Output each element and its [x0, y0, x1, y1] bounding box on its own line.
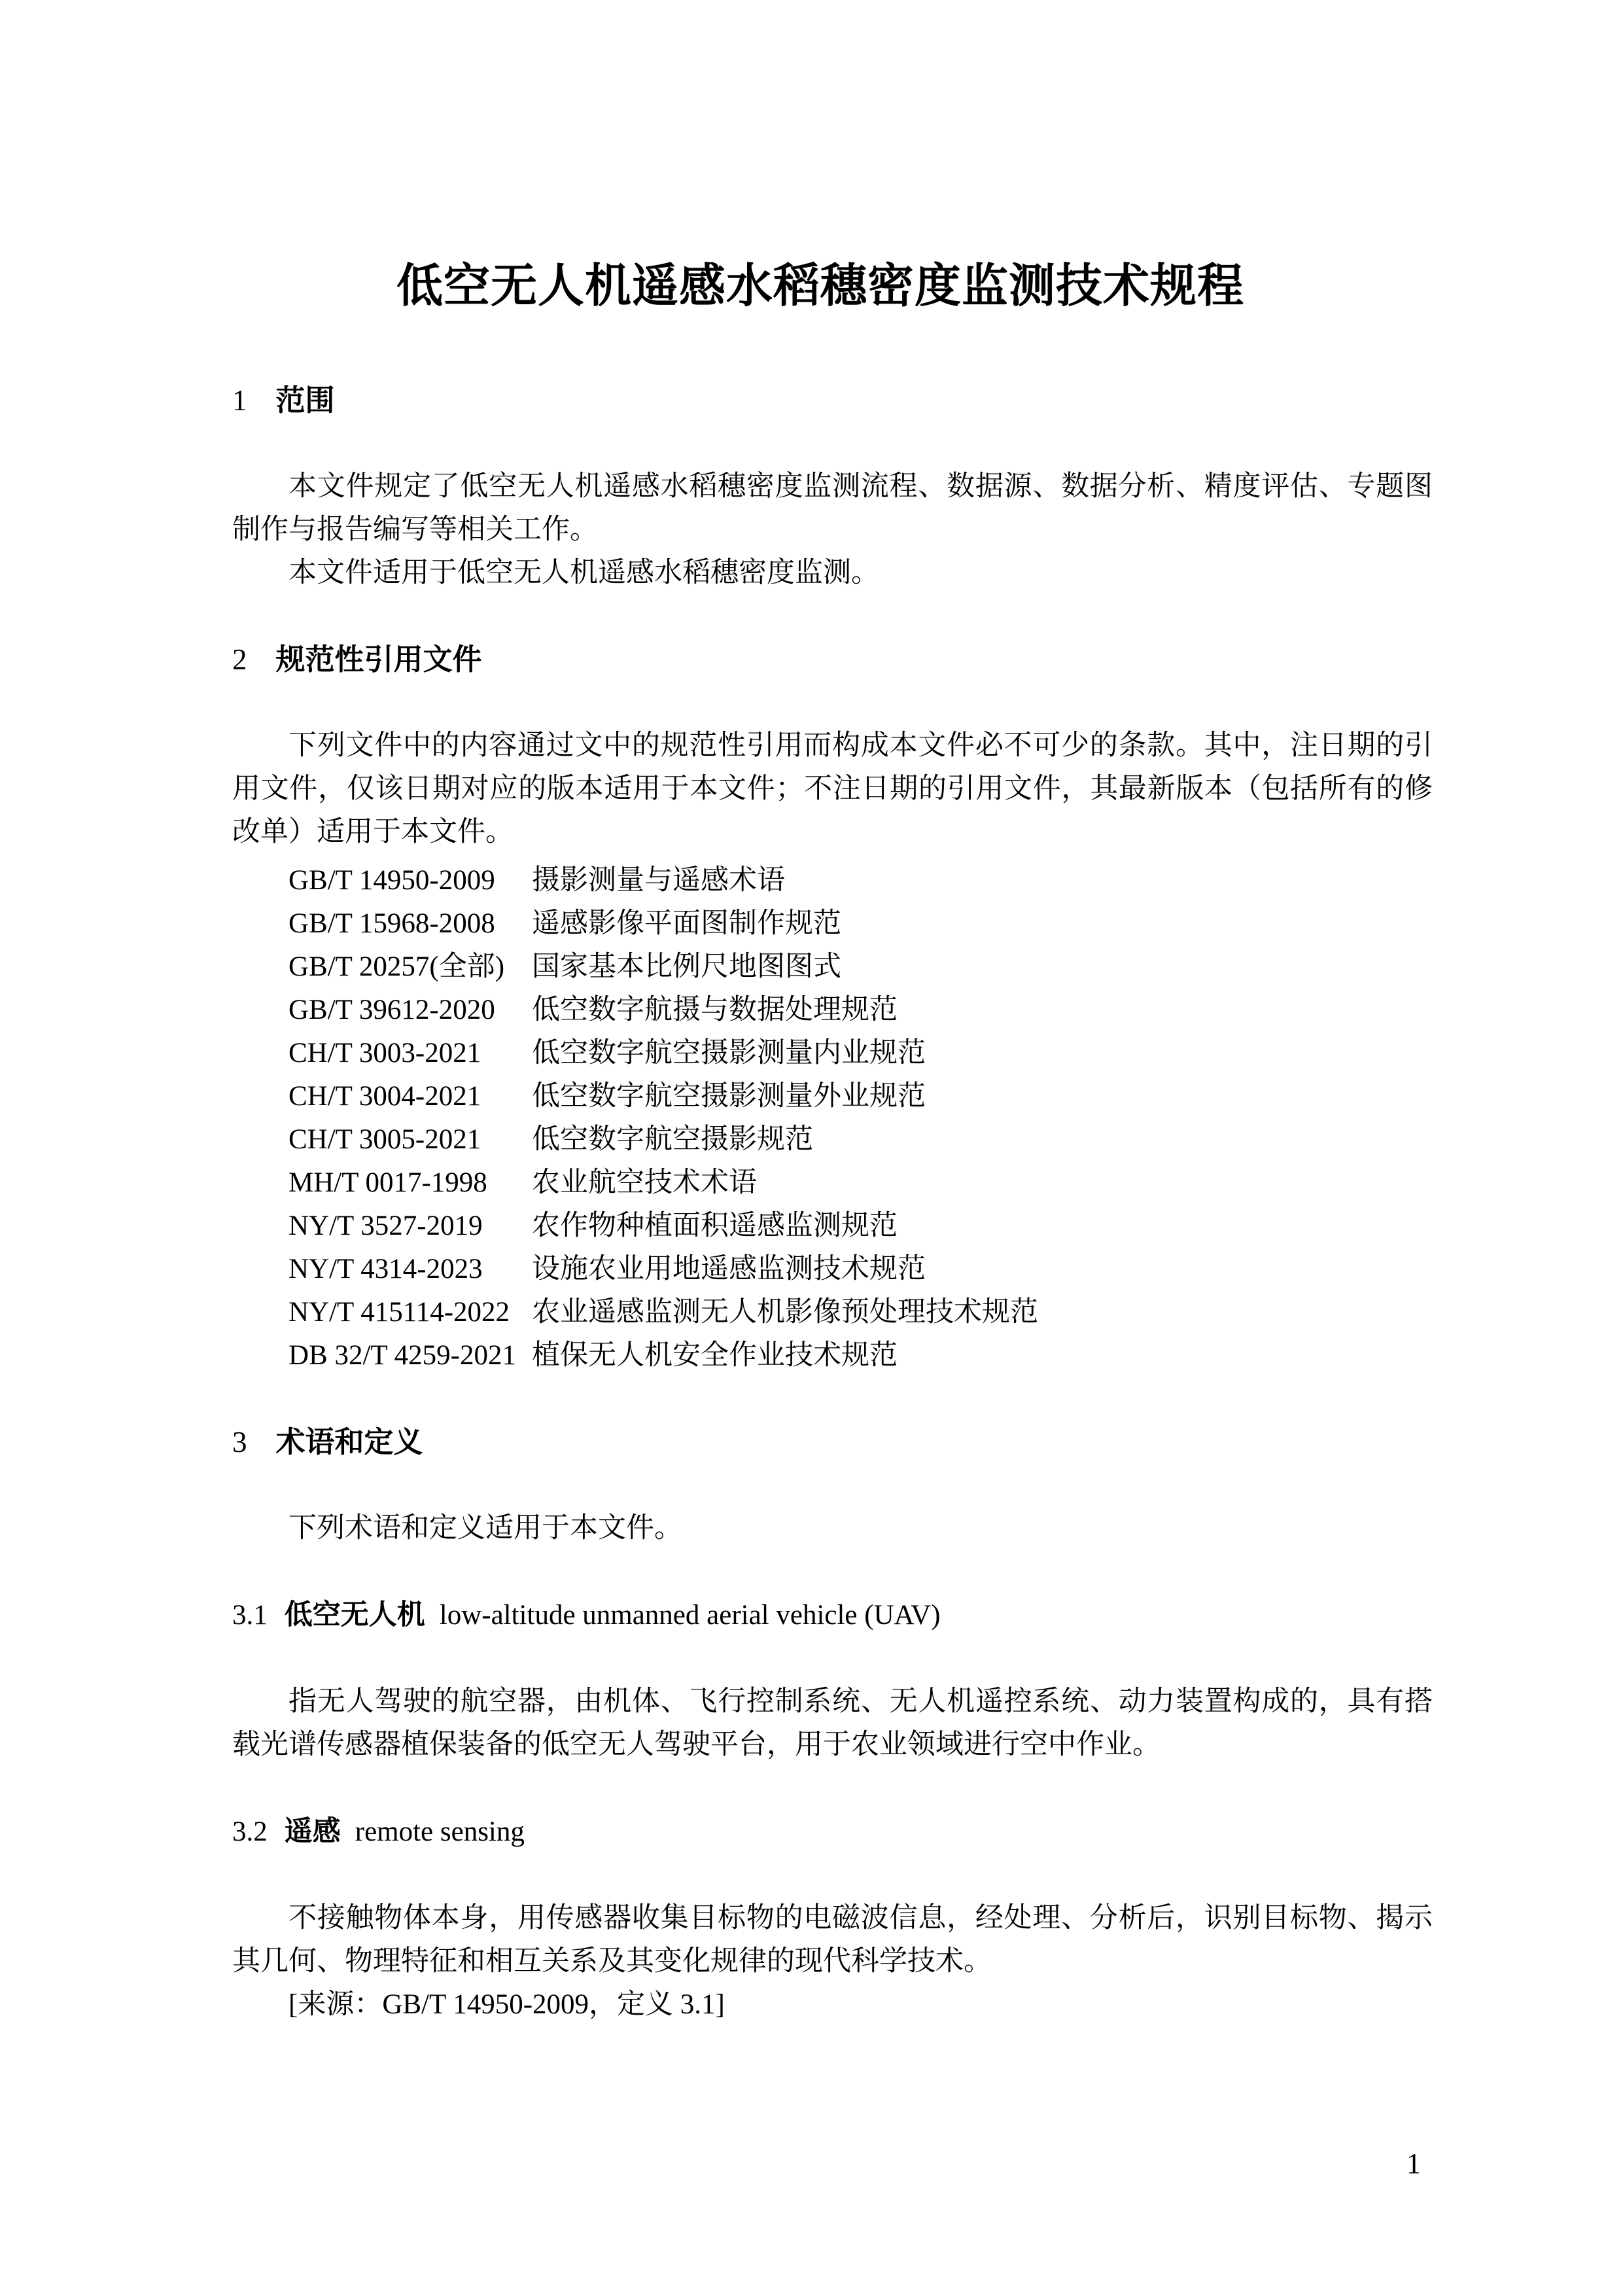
- section-3-number: 3: [232, 1426, 247, 1458]
- reference-code: NY/T 3527-2019: [288, 1210, 483, 1241]
- reference-item: [288, 859, 1433, 902]
- reference-code: GB/T 15968-2008: [288, 908, 495, 939]
- reference-code: MH/T 0017-1998: [288, 1167, 487, 1198]
- reference-name: 农作物种植面积遥感监测规范: [532, 1210, 898, 1241]
- section-2-number: 2: [232, 643, 247, 676]
- section-1-heading: [232, 379, 1433, 422]
- reference-item: [288, 989, 1433, 1032]
- document-title: 低空无人机遥感水稻穗密度监测技术规程: [396, 260, 1244, 312]
- terms-intro: 下列术语和定义适用于本文件。: [288, 1513, 682, 1544]
- reference-name: 低空数字航空摄影测量内业规范: [532, 1038, 926, 1069]
- reference-name: 低空数字航摄与数据处理规范: [532, 995, 898, 1025]
- section-2-title: 规范性引用文件: [275, 643, 482, 676]
- reference-name: 低空数字航空摄影测量外业规范: [532, 1081, 926, 1112]
- reference-code: NY/T 415114-2022: [288, 1297, 510, 1328]
- section-1-number: 1: [232, 384, 247, 417]
- reference-code: CH/T 3005-2021: [288, 1124, 481, 1155]
- reference-name: 低空数字航空摄影规范: [532, 1124, 813, 1155]
- reference-item: [288, 1161, 1433, 1205]
- term-3-1-definition: 指无人驾驶的航空器，由机体、飞行控制系统、无人机遥控系统、动力装置构成的，具有搭载光谱传感器植保装备的低空无人驾驶平台，用于农业领域进行空中作业。: [232, 1686, 1433, 1760]
- term-3-1-name-zh: 低空无人机: [284, 1599, 425, 1631]
- reference-name: 国家基本比例尺地图图式: [532, 951, 841, 982]
- reference-code: GB/T 14950-2009: [288, 865, 495, 896]
- page-content: [232, 0, 1433, 2026]
- reference-item: [288, 902, 1433, 945]
- reference-name: 设施农业用地遥感监测技术规范: [532, 1254, 926, 1284]
- reference-name: 农业航空技术术语: [532, 1167, 757, 1198]
- reference-name: 农业遥感监测无人机影像预处理技术规范: [532, 1297, 1038, 1328]
- term-3-2-number: 3.2: [232, 1816, 268, 1847]
- term-3-2-definition: 不接触物体本身，用传感器收集目标物的电磁波信息，经处理、分析后，识别目标物、揭示其几何、物理特征和相互关系及其变化规律的现代科学技术。: [232, 1903, 1433, 1977]
- reference-code: GB/T 39612-2020: [288, 995, 495, 1025]
- reference-name: 摄影测量与遥感术语: [532, 865, 785, 896]
- normative-references-intro: 下列文件中的内容通过文中的规范性引用而构成本文件必不可少的条款。其中，注日期的引用文件，仅该日期对应的版本适用于本文件；不注日期的引用文件，其最新版本（包括所有的修改单）适用于本文件。: [232, 730, 1433, 847]
- reference-item: [288, 1075, 1433, 1118]
- term-3-2-heading: [232, 1810, 1433, 1854]
- reference-name: 遥感影像平面图制作规范: [532, 908, 841, 939]
- reference-code: NY/T 4314-2023: [288, 1254, 483, 1284]
- section-3-title: 术语和定义: [275, 1425, 423, 1458]
- reference-name: 植保无人机安全作业技术规范: [532, 1340, 898, 1371]
- scope-paragraph-1: 本文件规定了低空无人机遥感水稻穗密度监测流程、数据源、数据分析、精度评估、专题图制作与报告编写等相关工作。: [232, 471, 1433, 545]
- reference-code: DB 32/T 4259-2021: [288, 1340, 516, 1371]
- section-3-heading: [232, 1421, 1433, 1464]
- term-3-2-name-zh: 遥感: [284, 1816, 341, 1847]
- reference-code: CH/T 3004-2021: [288, 1081, 481, 1112]
- reference-item: [288, 1248, 1433, 1291]
- term-3-2-name-en: remote sensing: [355, 1816, 525, 1847]
- reference-item: [288, 1118, 1433, 1161]
- term-3-1-heading: [232, 1593, 1433, 1637]
- section-2-heading: [232, 638, 1433, 681]
- reference-item: [288, 945, 1433, 989]
- reference-item: [288, 1032, 1433, 1075]
- reference-item: [288, 1334, 1433, 1377]
- reference-code: GB/T 20257(全部): [288, 951, 505, 982]
- reference-code: CH/T 3003-2021: [288, 1038, 481, 1069]
- term-3-1-number: 3.1: [232, 1600, 268, 1631]
- scope-paragraph-2: 本文件适用于低空无人机遥感水稻穗密度监测。: [288, 557, 879, 588]
- section-1-title: 范围: [275, 383, 335, 417]
- normative-references-list: [232, 859, 1433, 1377]
- term-3-1-name-en: low-altitude unmanned aerial vehicle (UAV): [439, 1600, 941, 1631]
- term-3-2-source: [来源：GB/T 14950-2009，定义 3.1]: [288, 1989, 725, 2020]
- reference-item: [288, 1291, 1433, 1334]
- page-number: 1: [1406, 2147, 1421, 2180]
- reference-item: [288, 1205, 1433, 1248]
